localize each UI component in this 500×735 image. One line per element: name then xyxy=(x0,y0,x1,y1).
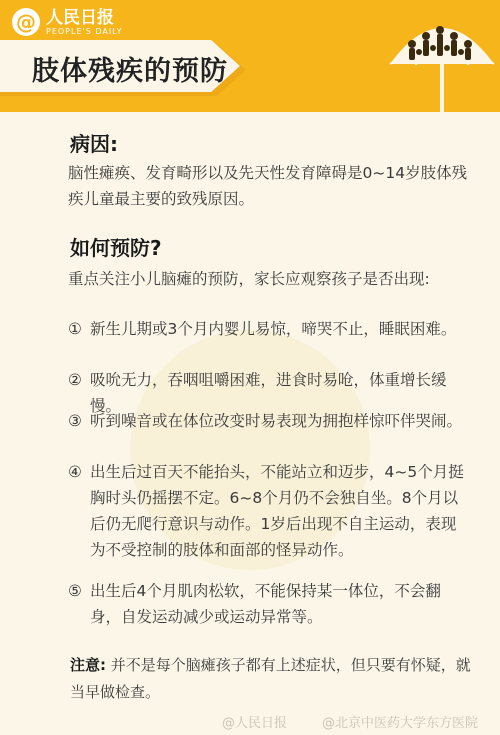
umbrella-crowd-icon xyxy=(386,2,498,130)
list-number: ② xyxy=(68,371,82,389)
note xyxy=(70,652,472,706)
brand-name: 人民日报 xyxy=(46,7,114,28)
list-number: ⑤ xyxy=(68,582,82,600)
list-item-text: 新生儿期或3个月内婴儿易惊，啼哭不止，睡眠困难。 xyxy=(90,320,457,338)
list-number: ① xyxy=(68,320,82,338)
cause-heading: 病因: xyxy=(70,132,118,156)
list-number: ④ xyxy=(68,463,82,481)
brand-name-en: PEOPLE'S DAILY xyxy=(46,26,123,36)
footer-source-b: @北京中医药大学东方医院 xyxy=(322,716,479,731)
list-item xyxy=(68,316,468,342)
list-item-text: 出生后过百天不能抬头，不能站立和迈步，4~5个月挺胸时头仍摇摆不定。6~8个月仍不会独自坐。8个月以后仍无爬行意识与动作。1岁后出现不自主运动，表现为不受控制的肢体和面部的怪异动作。 xyxy=(90,463,464,559)
list-item-text: 出生后4个月肌肉松软，不能保持某一体位，不会翻身，自发运动减少或运动异常等。 xyxy=(90,582,441,626)
brand-logo xyxy=(12,8,122,36)
list-item xyxy=(68,459,468,563)
prevention-intro: 重点关注小儿脑瘫的预防，家长应观察孩子是否出现: xyxy=(68,270,430,288)
prevention-heading: 如何预防? xyxy=(70,236,162,260)
list-item-text: 吸吮无力，吞咽咀嚼困难，进食时易呛，体重增长缓慢。 xyxy=(90,371,447,415)
list-item xyxy=(68,578,468,630)
note-label: 注意: xyxy=(70,656,106,674)
cause-text: 脑性瘫痪、发育畸形以及先天性发育障碍是0~14岁肢体残疾儿童最主要的致残原因。 xyxy=(68,164,468,208)
list-item-text: 听到噪音或在体位改变时易表现为拥抱样惊吓伴哭闹。 xyxy=(90,412,463,430)
footer-watermark xyxy=(0,704,500,735)
list-number: ③ xyxy=(68,412,82,430)
list-item xyxy=(68,408,468,434)
note-text: 并不是每个脑瘫孩子都有上述症状，但只要有怀疑，就当早做检查。 xyxy=(70,656,471,701)
at-logo-icon: @ xyxy=(12,8,40,36)
page-title: 肢体残疾的预防 xyxy=(32,56,228,87)
footer-source-a: @人民日报 xyxy=(222,716,288,731)
